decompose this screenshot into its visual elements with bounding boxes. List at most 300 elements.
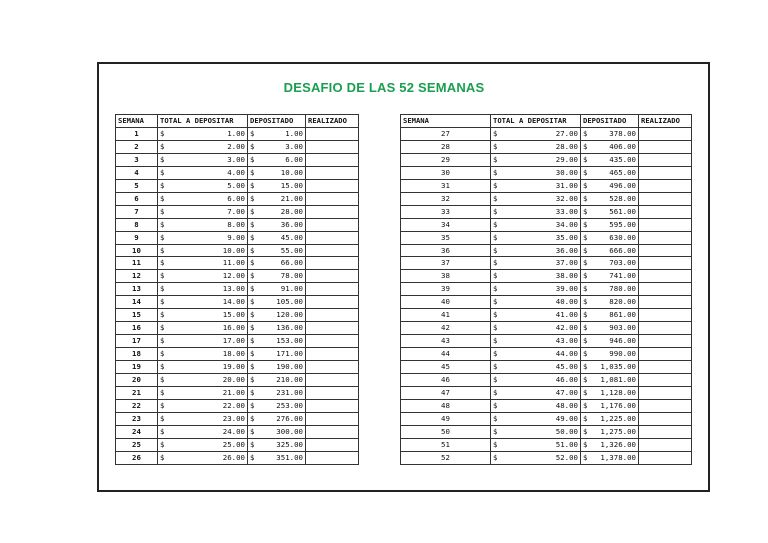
realizado-checkbox-cell[interactable] <box>639 153 692 166</box>
deposited-cell: 1,378.00 <box>593 451 639 464</box>
week-cell: 8 <box>116 218 158 231</box>
week-cell: 19 <box>116 361 158 374</box>
currency-symbol: $ <box>158 205 170 218</box>
table-row <box>401 412 692 425</box>
currency-symbol: $ <box>248 153 260 166</box>
currency-symbol: $ <box>491 374 503 387</box>
realizado-checkbox-cell[interactable] <box>306 179 359 192</box>
header-semana: SEMANA <box>401 115 491 128</box>
table-row <box>401 179 692 192</box>
week-cell: 12 <box>116 270 158 283</box>
realizado-checkbox-cell[interactable] <box>306 140 359 153</box>
currency-symbol: $ <box>248 374 260 387</box>
week-cell: 47 <box>401 387 491 400</box>
realizado-checkbox-cell[interactable] <box>306 348 359 361</box>
week-cell: 15 <box>116 309 158 322</box>
total-cell: 40.00 <box>503 296 581 309</box>
currency-symbol: $ <box>248 361 260 374</box>
deposited-cell: 210.00 <box>260 374 306 387</box>
deposited-cell: 595.00 <box>593 218 639 231</box>
currency-symbol: $ <box>158 374 170 387</box>
header-realizado: REALIZADO <box>639 115 692 128</box>
deposited-cell: 435.00 <box>593 153 639 166</box>
week-cell: 34 <box>401 218 491 231</box>
total-cell: 13.00 <box>170 283 248 296</box>
total-cell: 48.00 <box>503 399 581 412</box>
table-row <box>401 218 692 231</box>
realizado-checkbox-cell[interactable] <box>639 231 692 244</box>
currency-symbol: $ <box>581 374 593 387</box>
realizado-checkbox-cell[interactable] <box>639 451 692 464</box>
realizado-checkbox-cell[interactable] <box>639 335 692 348</box>
total-cell: 35.00 <box>503 231 581 244</box>
deposited-cell: 1,128.00 <box>593 387 639 400</box>
deposited-cell: 36.00 <box>260 218 306 231</box>
currency-symbol: $ <box>158 153 170 166</box>
table-row <box>116 412 359 425</box>
currency-symbol: $ <box>248 412 260 425</box>
deposited-cell: 21.00 <box>260 192 306 205</box>
currency-symbol: $ <box>491 387 503 400</box>
realizado-checkbox-cell[interactable] <box>306 322 359 335</box>
total-cell: 23.00 <box>170 412 248 425</box>
deposited-cell: 820.00 <box>593 296 639 309</box>
week-cell: 25 <box>116 438 158 451</box>
table-row <box>401 283 692 296</box>
total-cell: 8.00 <box>170 218 248 231</box>
currency-symbol: $ <box>158 399 170 412</box>
currency-symbol: $ <box>248 205 260 218</box>
currency-symbol: $ <box>158 451 170 464</box>
table-row <box>116 348 359 361</box>
deposited-cell: 190.00 <box>260 361 306 374</box>
header-semana: SEMANA <box>116 115 158 128</box>
realizado-checkbox-cell[interactable] <box>306 335 359 348</box>
currency-symbol: $ <box>581 412 593 425</box>
total-cell: 43.00 <box>503 335 581 348</box>
total-cell: 33.00 <box>503 205 581 218</box>
table-row <box>116 374 359 387</box>
table-row <box>116 387 359 400</box>
table-row <box>401 348 692 361</box>
deposited-cell: 300.00 <box>260 425 306 438</box>
realizado-checkbox-cell[interactable] <box>306 387 359 400</box>
deposited-cell: 1,035.00 <box>593 361 639 374</box>
header-total: TOTAL A DEPOSITAR <box>491 115 581 128</box>
currency-symbol: $ <box>248 348 260 361</box>
deposited-cell: 703.00 <box>593 257 639 270</box>
total-cell: 39.00 <box>503 283 581 296</box>
realizado-checkbox-cell[interactable] <box>306 257 359 270</box>
currency-symbol: $ <box>581 140 593 153</box>
week-cell: 5 <box>116 179 158 192</box>
currency-symbol: $ <box>581 348 593 361</box>
table-row <box>116 257 359 270</box>
currency-symbol: $ <box>158 335 170 348</box>
currency-symbol: $ <box>581 296 593 309</box>
week-cell: 31 <box>401 179 491 192</box>
savings-table-weeks-1-26 <box>115 114 359 465</box>
realizado-checkbox-cell[interactable] <box>306 192 359 205</box>
deposited-cell: 55.00 <box>260 244 306 257</box>
deposited-cell: 10.00 <box>260 166 306 179</box>
realizado-checkbox-cell[interactable] <box>639 296 692 309</box>
currency-symbol: $ <box>581 192 593 205</box>
currency-symbol: $ <box>491 257 503 270</box>
deposited-cell: 276.00 <box>260 412 306 425</box>
total-cell: 20.00 <box>170 374 248 387</box>
total-cell: 6.00 <box>170 192 248 205</box>
total-cell: 11.00 <box>170 257 248 270</box>
deposited-cell: 946.00 <box>593 335 639 348</box>
realizado-checkbox-cell[interactable] <box>306 296 359 309</box>
currency-symbol: $ <box>491 348 503 361</box>
realizado-checkbox-cell[interactable] <box>639 399 692 412</box>
week-cell: 39 <box>401 283 491 296</box>
week-cell: 27 <box>401 127 491 140</box>
deposited-cell: 378.00 <box>593 127 639 140</box>
week-cell: 37 <box>401 257 491 270</box>
currency-symbol: $ <box>491 192 503 205</box>
realizado-checkbox-cell[interactable] <box>306 283 359 296</box>
week-cell: 23 <box>116 412 158 425</box>
week-cell: 20 <box>116 374 158 387</box>
table-row <box>401 257 692 270</box>
week-cell: 16 <box>116 322 158 335</box>
realizado-checkbox-cell[interactable] <box>306 412 359 425</box>
deposited-cell: 15.00 <box>260 179 306 192</box>
table-header-row <box>401 115 692 128</box>
currency-symbol: $ <box>581 231 593 244</box>
table-row <box>116 438 359 451</box>
week-cell: 3 <box>116 153 158 166</box>
currency-symbol: $ <box>248 231 260 244</box>
currency-symbol: $ <box>158 438 170 451</box>
realizado-checkbox-cell[interactable] <box>639 412 692 425</box>
realizado-checkbox-cell[interactable] <box>639 374 692 387</box>
currency-symbol: $ <box>248 179 260 192</box>
realizado-checkbox-cell[interactable] <box>639 218 692 231</box>
table-body-left <box>116 127 359 464</box>
realizado-checkbox-cell[interactable] <box>639 361 692 374</box>
deposited-cell: 78.00 <box>260 270 306 283</box>
currency-symbol: $ <box>581 322 593 335</box>
realizado-checkbox-cell[interactable] <box>306 153 359 166</box>
deposited-cell: 666.00 <box>593 244 639 257</box>
total-cell: 41.00 <box>503 309 581 322</box>
realizado-checkbox-cell[interactable] <box>306 309 359 322</box>
week-cell: 52 <box>401 451 491 464</box>
total-cell: 1.00 <box>170 127 248 140</box>
total-cell: 25.00 <box>170 438 248 451</box>
total-cell: 52.00 <box>503 451 581 464</box>
week-cell: 28 <box>401 140 491 153</box>
total-cell: 2.00 <box>170 140 248 153</box>
table-row <box>116 192 359 205</box>
table-row <box>116 361 359 374</box>
realizado-checkbox-cell[interactable] <box>306 218 359 231</box>
week-cell: 30 <box>401 166 491 179</box>
realizado-checkbox-cell[interactable] <box>306 451 359 464</box>
currency-symbol: $ <box>158 179 170 192</box>
currency-symbol: $ <box>158 244 170 257</box>
page-title: DESAFIO DE LAS 52 SEMANAS <box>283 80 485 95</box>
realizado-checkbox-cell[interactable] <box>639 309 692 322</box>
header-realizado: REALIZADO <box>306 115 359 128</box>
week-cell: 21 <box>116 387 158 400</box>
realizado-checkbox-cell[interactable] <box>639 438 692 451</box>
currency-symbol: $ <box>491 218 503 231</box>
week-cell: 2 <box>116 140 158 153</box>
table-row <box>401 335 692 348</box>
total-cell: 44.00 <box>503 348 581 361</box>
currency-symbol: $ <box>491 127 503 140</box>
currency-symbol: $ <box>248 296 260 309</box>
table-row <box>116 322 359 335</box>
deposited-cell: 120.00 <box>260 309 306 322</box>
deposited-cell: 325.00 <box>260 438 306 451</box>
total-cell: 10.00 <box>170 244 248 257</box>
table-row <box>401 425 692 438</box>
currency-symbol: $ <box>248 309 260 322</box>
deposited-cell: 465.00 <box>593 166 639 179</box>
deposited-cell: 91.00 <box>260 283 306 296</box>
week-cell: 49 <box>401 412 491 425</box>
currency-symbol: $ <box>248 218 260 231</box>
realizado-checkbox-cell[interactable] <box>639 322 692 335</box>
currency-symbol: $ <box>491 322 503 335</box>
currency-symbol: $ <box>248 192 260 205</box>
currency-symbol: $ <box>158 296 170 309</box>
deposited-cell: 1,326.00 <box>593 438 639 451</box>
week-cell: 11 <box>116 257 158 270</box>
table-row <box>401 309 692 322</box>
realizado-checkbox-cell[interactable] <box>639 387 692 400</box>
realizado-checkbox-cell[interactable] <box>639 425 692 438</box>
currency-symbol: $ <box>581 205 593 218</box>
currency-symbol: $ <box>581 270 593 283</box>
total-cell: 21.00 <box>170 387 248 400</box>
realizado-checkbox-cell[interactable] <box>639 192 692 205</box>
currency-symbol: $ <box>581 335 593 348</box>
currency-symbol: $ <box>248 387 260 400</box>
currency-symbol: $ <box>491 412 503 425</box>
deposited-cell: 136.00 <box>260 322 306 335</box>
currency-symbol: $ <box>581 438 593 451</box>
realizado-checkbox-cell[interactable] <box>639 179 692 192</box>
deposited-cell: 66.00 <box>260 257 306 270</box>
realizado-checkbox-cell[interactable] <box>306 127 359 140</box>
deposited-cell: 780.00 <box>593 283 639 296</box>
week-cell: 50 <box>401 425 491 438</box>
realizado-checkbox-cell[interactable] <box>306 205 359 218</box>
table-row <box>116 451 359 464</box>
currency-symbol: $ <box>158 348 170 361</box>
deposited-cell: 28.00 <box>260 205 306 218</box>
table-row <box>401 399 692 412</box>
currency-symbol: $ <box>581 361 593 374</box>
realizado-checkbox-cell[interactable] <box>306 231 359 244</box>
deposited-cell: 496.00 <box>593 179 639 192</box>
total-cell: 37.00 <box>503 257 581 270</box>
currency-symbol: $ <box>158 322 170 335</box>
currency-symbol: $ <box>491 361 503 374</box>
currency-symbol: $ <box>581 309 593 322</box>
currency-symbol: $ <box>248 166 260 179</box>
table-row <box>116 283 359 296</box>
deposited-cell: 171.00 <box>260 348 306 361</box>
realizado-checkbox-cell[interactable] <box>639 244 692 257</box>
realizado-checkbox-cell[interactable] <box>306 399 359 412</box>
currency-symbol: $ <box>158 309 170 322</box>
table-row <box>116 309 359 322</box>
total-cell: 9.00 <box>170 231 248 244</box>
table-row <box>401 438 692 451</box>
table-row <box>401 322 692 335</box>
currency-symbol: $ <box>491 438 503 451</box>
table-row <box>401 127 692 140</box>
realizado-checkbox-cell[interactable] <box>639 348 692 361</box>
deposited-cell: 6.00 <box>260 153 306 166</box>
deposited-cell: 861.00 <box>593 309 639 322</box>
currency-symbol: $ <box>491 270 503 283</box>
realizado-checkbox-cell[interactable] <box>639 283 692 296</box>
currency-symbol: $ <box>158 361 170 374</box>
total-cell: 26.00 <box>170 451 248 464</box>
currency-symbol: $ <box>248 257 260 270</box>
week-cell: 36 <box>401 244 491 257</box>
week-cell: 6 <box>116 192 158 205</box>
realizado-checkbox-cell[interactable] <box>639 270 692 283</box>
header-total: TOTAL A DEPOSITAR <box>158 115 248 128</box>
week-cell: 46 <box>401 374 491 387</box>
table-row <box>116 140 359 153</box>
savings-table-weeks-27-52 <box>400 114 692 465</box>
total-cell: 29.00 <box>503 153 581 166</box>
total-cell: 4.00 <box>170 166 248 179</box>
realizado-checkbox-cell[interactable] <box>639 127 692 140</box>
total-cell: 14.00 <box>170 296 248 309</box>
total-cell: 34.00 <box>503 218 581 231</box>
table-row <box>401 374 692 387</box>
deposited-cell: 903.00 <box>593 322 639 335</box>
realizado-checkbox-cell[interactable] <box>639 140 692 153</box>
currency-symbol: $ <box>158 387 170 400</box>
realizado-checkbox-cell[interactable] <box>306 361 359 374</box>
deposited-cell: 1,176.00 <box>593 399 639 412</box>
currency-symbol: $ <box>581 399 593 412</box>
currency-symbol: $ <box>248 438 260 451</box>
deposited-cell: 1,275.00 <box>593 425 639 438</box>
table-body-right <box>401 127 692 464</box>
header-depositado: DEPOSITADO <box>248 115 306 128</box>
week-cell: 40 <box>401 296 491 309</box>
currency-symbol: $ <box>158 192 170 205</box>
table-row <box>401 451 692 464</box>
table-row <box>401 296 692 309</box>
currency-symbol: $ <box>158 257 170 270</box>
week-cell: 38 <box>401 270 491 283</box>
table-row <box>401 205 692 218</box>
deposited-cell: 351.00 <box>260 451 306 464</box>
currency-symbol: $ <box>581 451 593 464</box>
total-cell: 30.00 <box>503 166 581 179</box>
total-cell: 3.00 <box>170 153 248 166</box>
currency-symbol: $ <box>491 425 503 438</box>
currency-symbol: $ <box>491 179 503 192</box>
total-cell: 24.00 <box>170 425 248 438</box>
currency-symbol: $ <box>581 257 593 270</box>
currency-symbol: $ <box>581 218 593 231</box>
week-cell: 9 <box>116 231 158 244</box>
week-cell: 13 <box>116 283 158 296</box>
realizado-checkbox-cell[interactable] <box>639 166 692 179</box>
realizado-checkbox-cell[interactable] <box>639 205 692 218</box>
table-row <box>401 244 692 257</box>
total-cell: 15.00 <box>170 309 248 322</box>
currency-symbol: $ <box>248 270 260 283</box>
table-header-row <box>116 115 359 128</box>
table-row <box>401 270 692 283</box>
week-cell: 42 <box>401 322 491 335</box>
currency-symbol: $ <box>491 399 503 412</box>
table-row <box>401 231 692 244</box>
header-depositado: DEPOSITADO <box>581 115 639 128</box>
currency-symbol: $ <box>581 244 593 257</box>
currency-symbol: $ <box>158 231 170 244</box>
currency-symbol: $ <box>248 127 260 140</box>
deposited-cell: 528.00 <box>593 192 639 205</box>
deposited-cell: 1.00 <box>260 127 306 140</box>
table-row <box>116 127 359 140</box>
week-cell: 24 <box>116 425 158 438</box>
currency-symbol: $ <box>491 231 503 244</box>
realizado-checkbox-cell[interactable] <box>306 166 359 179</box>
deposited-cell: 105.00 <box>260 296 306 309</box>
table-row <box>116 205 359 218</box>
table-row <box>116 166 359 179</box>
total-cell: 12.00 <box>170 270 248 283</box>
week-cell: 10 <box>116 244 158 257</box>
currency-symbol: $ <box>491 309 503 322</box>
realizado-checkbox-cell[interactable] <box>306 244 359 257</box>
week-cell: 14 <box>116 296 158 309</box>
realizado-checkbox-cell[interactable] <box>306 374 359 387</box>
total-cell: 7.00 <box>170 205 248 218</box>
realizado-checkbox-cell[interactable] <box>306 270 359 283</box>
currency-symbol: $ <box>581 425 593 438</box>
deposited-cell: 153.00 <box>260 335 306 348</box>
realizado-checkbox-cell[interactable] <box>306 425 359 438</box>
week-cell: 18 <box>116 348 158 361</box>
currency-symbol: $ <box>158 140 170 153</box>
table-row <box>116 270 359 283</box>
total-cell: 38.00 <box>503 270 581 283</box>
deposited-cell: 561.00 <box>593 205 639 218</box>
week-cell: 26 <box>116 451 158 464</box>
realizado-checkbox-cell[interactable] <box>639 257 692 270</box>
week-cell: 32 <box>401 192 491 205</box>
currency-symbol: $ <box>158 166 170 179</box>
deposited-cell: 1,081.00 <box>593 374 639 387</box>
currency-symbol: $ <box>158 127 170 140</box>
total-cell: 46.00 <box>503 374 581 387</box>
total-cell: 32.00 <box>503 192 581 205</box>
realizado-checkbox-cell[interactable] <box>306 438 359 451</box>
deposited-cell: 741.00 <box>593 270 639 283</box>
currency-symbol: $ <box>491 451 503 464</box>
currency-symbol: $ <box>581 166 593 179</box>
